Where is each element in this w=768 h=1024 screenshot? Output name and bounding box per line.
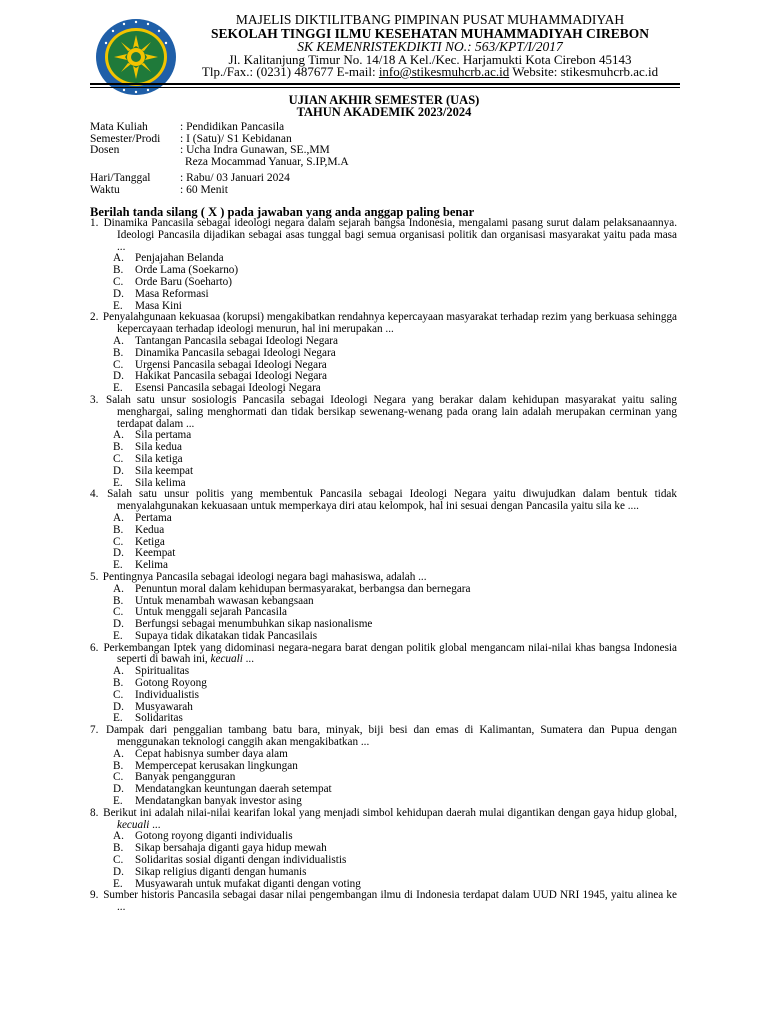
question-body: Perkembangan Iptek yang didominasi negara-negara barat dengan politik global mengancam nilai-nilai khas bangsa Indonesia seperti di bawah ini,: [100, 641, 677, 666]
answer-option[interactable]: [113, 454, 677, 466]
info-row-lecturer-2: [90, 157, 349, 169]
instruction-text: Berilah tanda silang ( X ) pada jawaban yang anda anggap paling benar: [90, 205, 475, 219]
option-text: Tantangan Pancasila sebagai Ideologi Negara: [135, 334, 338, 347]
option-letter: B.: [113, 677, 124, 690]
option-text: Sila kedua: [135, 441, 182, 454]
header-website: Website: stikesmuhcrb.ac.id: [509, 64, 659, 79]
answer-option[interactable]: [113, 430, 677, 442]
answer-option[interactable]: [113, 690, 677, 702]
option-text: Esensi Pancasila sebagai Ideologi Negara: [135, 382, 321, 395]
option-text: Mendatangkan keuntungan daerah setempat: [135, 783, 332, 796]
question-tail: ...: [242, 653, 255, 666]
option-letter: A.: [113, 747, 124, 760]
question-exception-word: kecuali: [207, 653, 243, 666]
answer-option[interactable]: [113, 466, 677, 478]
option-text: Penuntun moral dalam kehidupan bermasyarakat, berbangsa dan bernegara: [135, 582, 471, 595]
option-letter: C.: [113, 771, 124, 784]
answer-option[interactable]: [113, 336, 677, 348]
option-text: Masa Reformasi: [135, 287, 209, 300]
option-text: Berfungsi sebagai menumbuhkan sikap nasionalisme: [135, 618, 373, 631]
option-text: Keempat: [135, 547, 176, 560]
option-text: Sila pertama: [135, 429, 192, 442]
question-exception-word: kecuali: [117, 818, 150, 831]
option-letter: A.: [113, 252, 124, 265]
option-letter: A.: [113, 665, 124, 678]
option-letter: B.: [113, 264, 124, 277]
question-text: [90, 725, 677, 749]
option-text: Individualistis: [135, 688, 200, 701]
header-school-name: SEKOLAH TINGGI ILMU KESEHATAN MUHAMMADIYAH CIREBON: [211, 26, 649, 41]
option-letter: B.: [113, 441, 124, 454]
answer-options: [113, 749, 677, 808]
option-letter: A.: [113, 511, 124, 524]
question-number: 1.: [90, 217, 99, 229]
question-item: [90, 643, 677, 726]
option-letter: E.: [113, 299, 123, 312]
info-value: Reza Mocammad Yanuar, S.IP,M.A: [185, 155, 349, 168]
question-item: [90, 725, 677, 808]
option-text: Sila keempat: [135, 464, 194, 477]
question-number: 6.: [90, 641, 99, 654]
option-text: Banyak pengangguran: [135, 771, 236, 784]
option-letter: A.: [113, 582, 124, 595]
answer-options: [113, 513, 677, 572]
question-item: [90, 572, 677, 643]
option-letter: D.: [113, 783, 124, 796]
option-letter: E.: [113, 795, 123, 808]
info-value: : Pendidikan Pancasila: [180, 121, 285, 133]
option-letter: C.: [113, 452, 124, 465]
question-text: [90, 808, 677, 832]
question-body: Sumber historis Pancasila sebagai dasar nilai pengembangan ilmu di Indonesia terdapat dalam UUD NRI 1945, yaitu alinea ke ...: [100, 889, 677, 914]
option-letter: C.: [113, 358, 124, 371]
question-body: Salah satu unsur sosiologis Pancasila sebagai Ideologi Negara yang berakar dalam kehidupan masyarakat yaitu saling menghargai, saling menghormati dan tidak bersikap sewenang-wenang pada orang lain adalah merupakan cerminan yang terdapat dalam ...: [100, 393, 677, 430]
option-text: Urgensi Pancasila sebagai Ideologi Negara: [135, 358, 327, 371]
option-letter: E.: [113, 476, 123, 489]
option-letter: A.: [113, 429, 124, 442]
question-body: Berikut ini adalah nilai-nilai kearifan lokal yang menjadi simbol kehidupan daerah mulai digantikan dengan gaya hidup global,: [100, 806, 677, 819]
answer-option[interactable]: [113, 867, 677, 879]
option-text: Solidaritas sosial diganti dengan individualistis: [135, 854, 347, 867]
option-text: Penjajahan Belanda: [135, 252, 224, 265]
option-text: Sila kelima: [135, 476, 186, 489]
option-letter: A.: [113, 334, 124, 347]
option-text: Dinamika Pancasila sebagai Ideologi Negara: [135, 346, 336, 359]
option-text: Gotong Royong: [135, 677, 207, 690]
question-body: Pentingnya Pancasila sebagai ideologi negara bagi mahasiswa, adalah ...: [100, 570, 427, 583]
option-letter: E.: [113, 559, 123, 572]
option-letter: E.: [113, 877, 123, 890]
option-letter: B.: [113, 759, 124, 772]
question-item: [90, 808, 677, 891]
question-text: [90, 489, 677, 513]
info-label: Hari/Tanggal: [90, 172, 151, 185]
answer-option[interactable]: [113, 584, 677, 596]
option-letter: C.: [113, 854, 124, 867]
exam-title: UJIAN AKHIR SEMESTER (UAS): [288, 93, 480, 107]
option-letter: E.: [113, 712, 123, 725]
question-text: [90, 890, 677, 914]
option-letter: E.: [113, 382, 123, 395]
header-contact: [185, 64, 675, 80]
option-letter: C.: [113, 688, 124, 701]
option-text: Spiritualitas: [135, 665, 190, 678]
option-letter: E.: [113, 629, 123, 642]
option-text: Kelima: [135, 559, 168, 572]
stikes-muhammadiyah-cirebon-logo-icon: [95, 16, 177, 98]
option-letter: B.: [113, 523, 124, 536]
question-tail: ...: [149, 818, 161, 831]
option-letter: D.: [113, 287, 124, 300]
header-address: Jl. Kalitanjung Timur No. 14/18 A Kel./Kec. Harjamukti Kota Cirebon 45143: [228, 52, 632, 67]
question-item: [90, 218, 677, 312]
answer-options: [113, 666, 677, 725]
info-label: Waktu: [90, 183, 120, 196]
question-text: [90, 218, 677, 253]
info-value: : I (Satu)/ S1 Kebidanan: [180, 132, 292, 145]
header-sk-number: SK KEMENRISTEKDIKTI NO.: 563/KPT/I/2017: [297, 39, 563, 54]
option-text: Ketiga: [135, 535, 165, 548]
question-body: Dinamika Pancasila sebagai ideologi negara dalam sejarah bangsa Indonesia, mengalami pasang surut dalam pelaksanaannya. Ideologi Pancasila dijadikan sebagai asas tunggal bagi semua organisasi politik dan organisasi masyarakat yaitu pada masa ...: [100, 217, 677, 253]
answer-option[interactable]: [113, 442, 677, 454]
option-letter: D.: [113, 700, 124, 713]
answer-options: [113, 430, 677, 489]
question-number: 5.: [90, 570, 99, 583]
option-letter: D.: [113, 618, 124, 631]
question-item: [90, 312, 677, 395]
question-text: [90, 572, 677, 584]
info-value: : Rabu/ 03 Januari 2024: [180, 172, 290, 185]
question-item: [90, 395, 677, 489]
option-letter: C.: [113, 275, 124, 288]
info-value: : Ucha Indra Gunawan, SE.,MM: [180, 144, 330, 157]
question-number: 8.: [90, 806, 99, 819]
option-letter: D.: [113, 865, 124, 878]
option-letter: B.: [113, 346, 124, 359]
question-body: Dampak dari penggalian tambang batu bara, minyak, biji besi dan emas di Kalimantan, Sumatera dan Pupua dengan menggunakan teknologi canggih akan mengakibatkan ...: [100, 724, 677, 749]
option-text: Hakikat Pancasila sebagai Ideologi Negara: [135, 370, 327, 383]
info-label: Dosen: [90, 144, 120, 157]
question-item: [90, 890, 677, 914]
question-item: [90, 489, 677, 572]
header-phone: Tlp./Fax.: (0231) 487677 E-mail:: [201, 64, 379, 79]
question-list: [90, 218, 677, 914]
option-text: Musyawarah: [135, 700, 193, 713]
answer-option[interactable]: [113, 548, 677, 560]
answer-option[interactable]: [113, 749, 677, 761]
header-rule-thin: [90, 87, 680, 88]
header-rule-thick: [90, 83, 680, 85]
question-number: 7.: [90, 724, 99, 737]
info-row-duration: [90, 185, 349, 197]
info-label: Semester/Prodi: [90, 132, 161, 145]
option-text: Sila ketiga: [135, 452, 183, 465]
option-text: Orde Lama (Soekarno): [135, 264, 239, 277]
header-email-link[interactable]: info@stikesmuhcrb.ac.id: [378, 64, 510, 79]
option-text: Masa Kini: [135, 299, 182, 312]
exam-info-table: [90, 122, 349, 197]
option-text: Kedua: [135, 523, 165, 536]
option-text: Untuk menambah wawasan kebangsaan: [135, 594, 314, 607]
answer-option[interactable]: [113, 702, 677, 714]
academic-year: TAHUN AKADEMIK 2023/2024: [296, 105, 472, 119]
option-text: Orde Baru (Soeharto): [135, 275, 232, 288]
answer-options: [113, 584, 677, 643]
answer-options: [113, 336, 677, 395]
option-text: Sikap bersahaja diganti gaya hidup mewah: [135, 842, 327, 855]
option-text: Untuk menggali sejarah Pancasila: [135, 606, 287, 619]
option-text: Pertama: [135, 511, 172, 524]
question-number: 4.: [90, 488, 99, 501]
question-text: [90, 643, 677, 667]
option-letter: C.: [113, 535, 124, 548]
question-text: [90, 395, 677, 430]
answer-option[interactable]: [113, 525, 677, 537]
option-letter: C.: [113, 606, 124, 619]
option-text: Cepat habisnya sumber daya alam: [135, 747, 288, 760]
info-row-course: [90, 122, 349, 134]
option-text: Mendatangkan banyak investor asing: [135, 795, 302, 808]
option-letter: B.: [113, 594, 124, 607]
option-text: Sikap religius diganti dengan humanis: [135, 865, 307, 878]
option-text: Gotong royong diganti individualis: [135, 830, 293, 843]
option-letter: D.: [113, 547, 124, 560]
answer-options: [113, 253, 677, 312]
option-text: Solidaritas: [135, 712, 183, 725]
question-text: [90, 312, 677, 336]
answer-option[interactable]: [113, 348, 677, 360]
answer-option[interactable]: [113, 289, 677, 301]
option-letter: D.: [113, 370, 124, 383]
option-letter: D.: [113, 464, 124, 477]
info-value: : 60 Menit: [180, 183, 228, 196]
option-letter: A.: [113, 830, 124, 843]
option-text: Mempercepat kerusakan lingkungan: [135, 759, 298, 772]
answer-options: [113, 831, 677, 890]
question-number: 9.: [90, 889, 99, 902]
answer-option[interactable]: [113, 513, 677, 525]
question-number: 2.: [90, 311, 99, 324]
question-body: Penyalahgunaan kekuasaa (korupsi) mengakibatkan rendahnya kepercayaan masyarakat terhadap rezim yang berkuasa sehingga kepercayaan terhadap ideologi menurun, hal ini merupakan ...: [100, 311, 677, 336]
answer-option[interactable]: [113, 537, 677, 549]
header-organization: MAJELIS DIKTILITBANG PIMPINAN PUSAT MUHAMMADIYAH: [235, 12, 625, 27]
option-text: Musyawarah untuk mufakat diganti dengan voting: [135, 877, 361, 890]
question-body: Salah satu unsur politis yang membentuk Pancasila sebagai Ideologi Negara yaitu diwujudkan dalam bentuk tidak menyalahgunakan kekuasaan untuk memperkaya diri atau kelompok, hal ini sesuai dengan Pancasila yaitu sila ke ....: [100, 488, 677, 513]
answer-option[interactable]: [113, 277, 677, 289]
info-label: Mata Kuliah: [90, 121, 148, 133]
option-letter: B.: [113, 842, 124, 855]
question-number: 3.: [90, 393, 99, 406]
option-text: Supaya tidak dikatakan tidak Pancasilais: [135, 629, 318, 642]
